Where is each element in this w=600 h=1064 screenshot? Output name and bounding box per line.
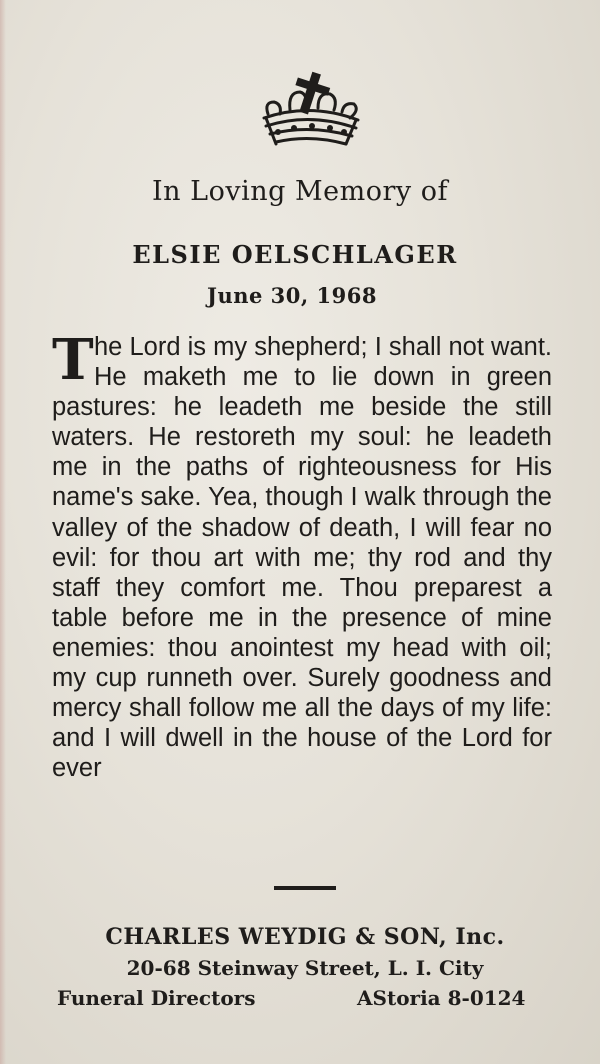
funeral-home-role: Funeral Directors (57, 986, 256, 1010)
date-of-death: June 30, 1968 (207, 283, 377, 308)
crown-with-cross-icon (250, 62, 370, 154)
funeral-home-name: CHARLES WEYDIG & SON, Inc. (105, 924, 505, 950)
divider-line (274, 886, 336, 890)
psalm-23-text (52, 327, 552, 783)
funeral-home-address: 20-68 Steinway Street, L. I. City (126, 956, 484, 980)
deceased-name: ELSIE OELSCHLAGER (132, 240, 458, 269)
psalm-body: he Lord is my shepherd; I shall not want. He maketh me to lie down in green pastures: he leadeth me beside the still waters. He restoreth my soul: he leadeth me in the paths of righteousness for His name's sake. Yea, though I walk through the valley of the shadow of death, I will fear no evil: for thou art with me; thy rod and thy staff they comfort me. Thou preparest a table before me in the presence of mine enemies: thou anointest my head with oil; my cup runneth over. Surely goodness and mercy shall follow me all the days of my life: and I will dwell in the house of the Lord for ever (52, 333, 552, 783)
funeral-home-phone: AStoria 8-0124 (357, 986, 526, 1010)
drop-cap: T (52, 327, 94, 393)
memorial-heading: In Loving Memory of (152, 176, 448, 207)
